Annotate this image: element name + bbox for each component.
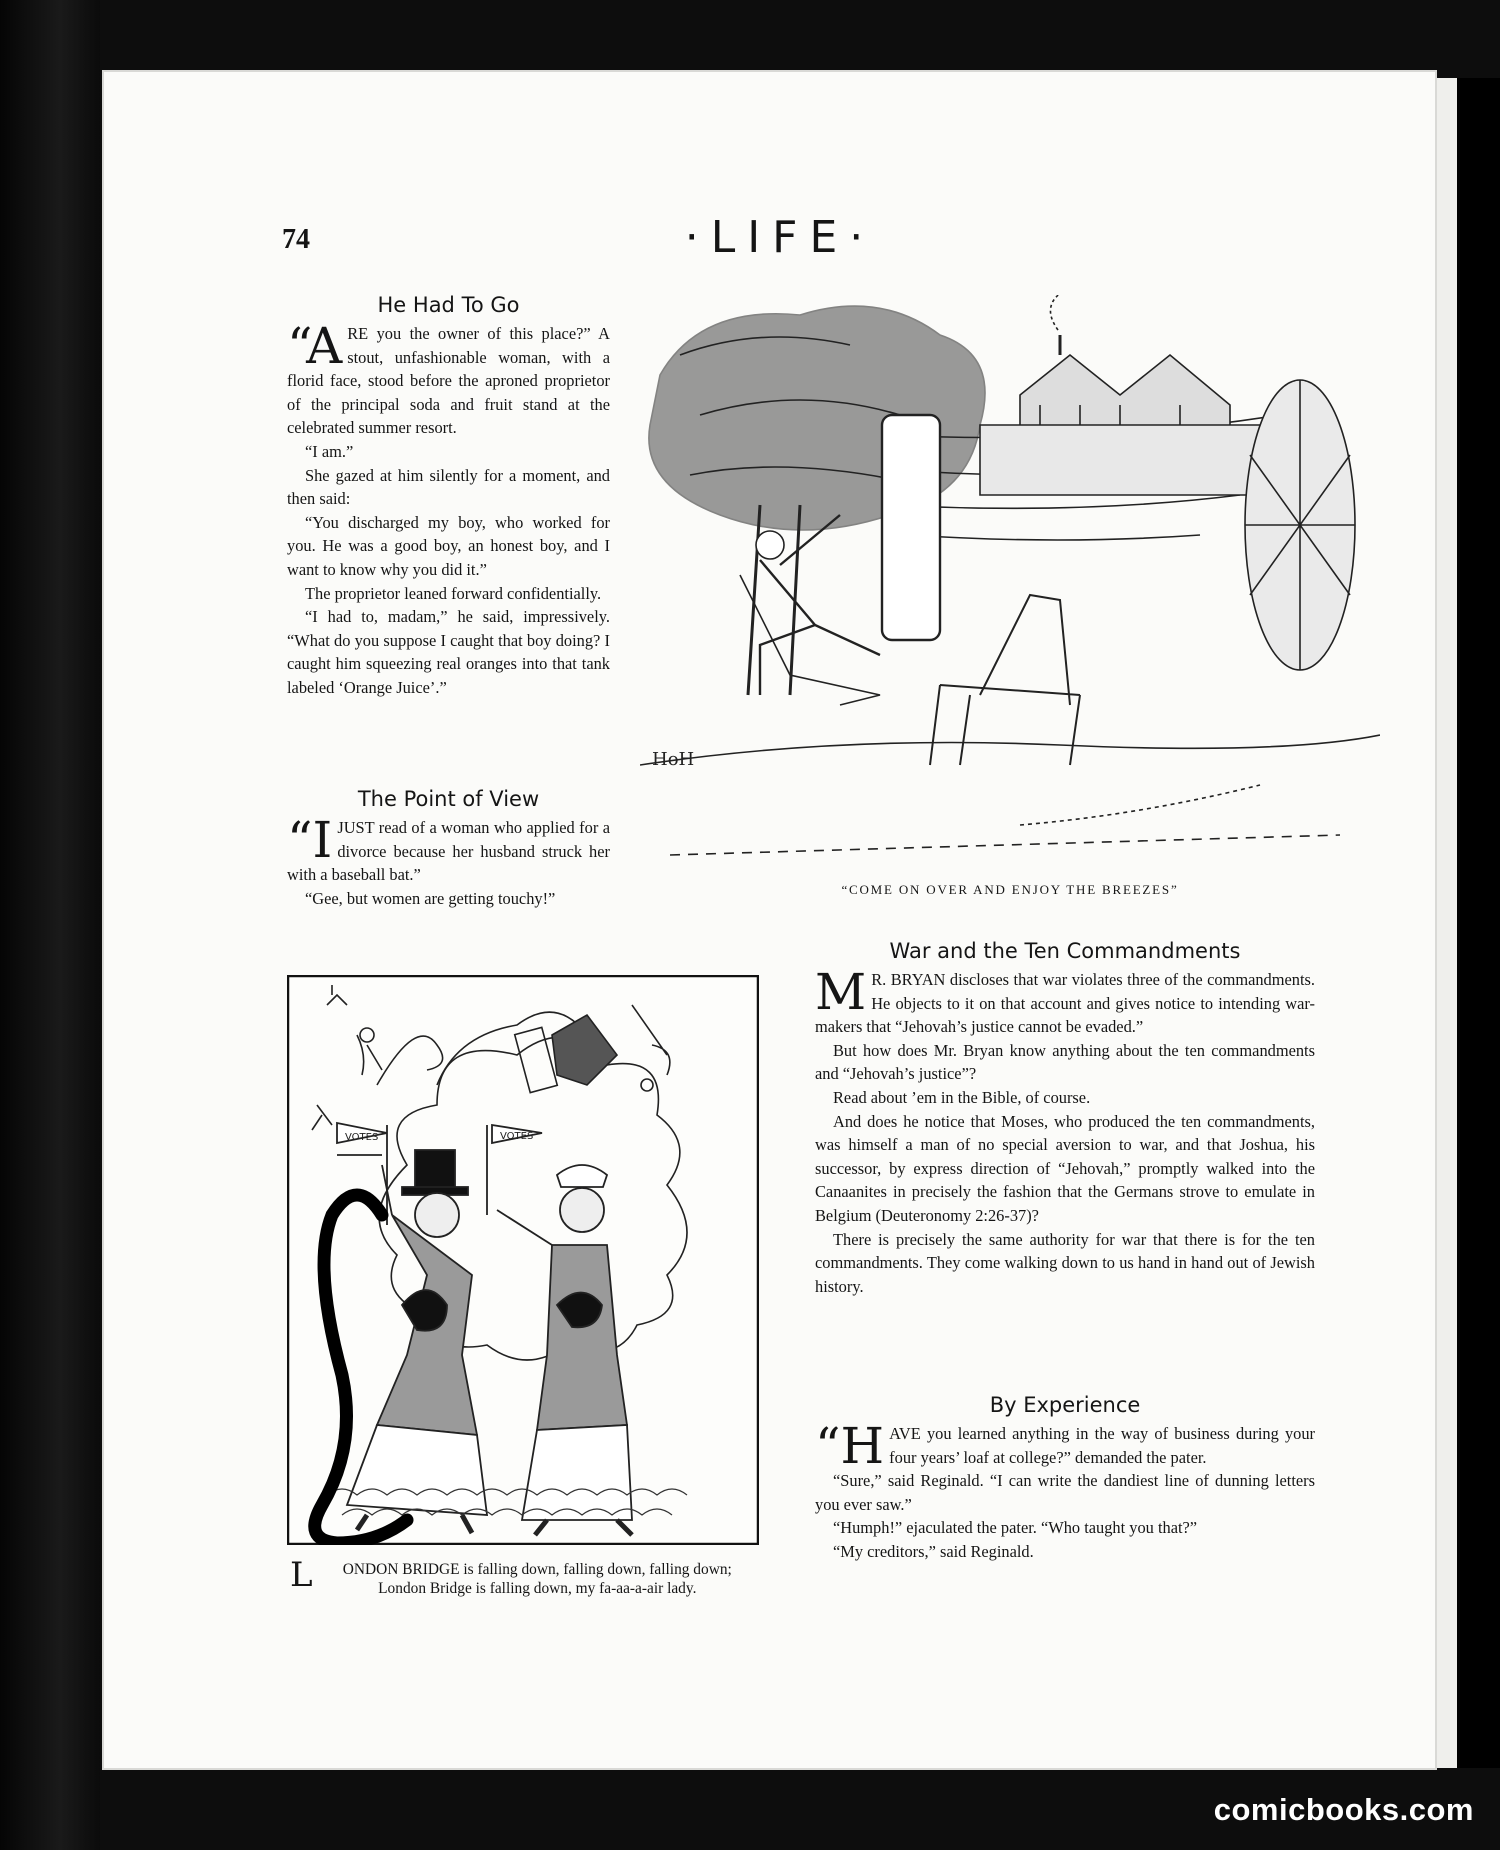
scan-border-left — [0, 0, 100, 1850]
breeze-cartoon-caption: “COME ON OVER AND ENJOY THE BREEZES” — [841, 882, 1179, 897]
london-bridge-cartoon — [287, 975, 759, 1545]
drop-cap: “H — [815, 1417, 885, 1475]
article-he-had-to-go — [287, 290, 610, 700]
article-paragraph: M R. BRYAN discloses that war violates three of the commandments. He objects to it on that account and gives notice to intending war-makers that “Jehovah’s justice cannot be evaded.” — [815, 963, 1315, 1037]
article-paragraph: But how does Mr. Bryan know anything about the ten commandments and “Jehovah’s justice”? — [815, 1040, 1315, 1084]
article-by-experience — [815, 1390, 1315, 1564]
article-paragraph: “I had to, madam,” he said, impressively. “What do you suppose I caught that boy doing? I caught him squeezing real oranges into that tank labeled ‘Orange Juice’.” — [287, 607, 610, 697]
pennant-left-label: VOTES — [345, 1132, 379, 1143]
article-paragraph: “IJUST read of a woman who applied for a divorce because her husband struck her with a baseball bat.” — [287, 811, 610, 885]
drop-cap: “A — [287, 317, 343, 375]
article-paragraph: “I am.” — [305, 441, 354, 461]
article-paragraph: The proprietor leaned forward confidentially. — [305, 583, 602, 603]
site-watermark: comicbooks.com — [1213, 1792, 1474, 1827]
article-war-ten-commandments — [815, 936, 1315, 1298]
article-paragraph: “You discharged my boy, who worked for you. He was a good boy, an honest boy, and I want to know why you did it.” — [287, 512, 610, 579]
article-paragraph: And does he notice that Moses, who produced the ten commandments, was himself a man of no special aversion to war, and that Joshua, his successor, by express direction of “Jehovah,” promptly walked into the Canaanites in precisely the fashion that the Germans strove to emulate in Belgium (Deuteronomy 2:26-37)? — [815, 1111, 1315, 1225]
caption-initial: L — [290, 1555, 313, 1595]
page-number: 74 — [282, 224, 310, 255]
article-title: The Point of View — [357, 787, 540, 811]
article-point-of-view — [287, 784, 610, 910]
breeze-illustration — [640, 295, 1380, 870]
article-paragraph: “HAVE you learned anything in the way of business during your four years’ loaf at college?” demanded the pater. — [815, 1417, 1315, 1475]
article-paragraph: Read about ’em in the Bible, of course. — [833, 1087, 1091, 1107]
london-bridge-illustration — [287, 975, 759, 1545]
london-bridge-caption — [290, 1555, 760, 1598]
page-fold-strip — [1437, 78, 1457, 1768]
article-paragraph: “My creditors,” said Reginald. — [833, 1541, 1034, 1561]
article-paragraph: “Gee, but women are getting touchy!” — [305, 888, 556, 908]
article-paragraph: “Sure,” said Reginald. “I can write the dandiest line of dunning letters you ever saw.” — [815, 1471, 1315, 1514]
drop-cap: “I — [287, 811, 333, 869]
masthead: ·LIFE· — [684, 212, 876, 263]
article-paragraph: “Humph!” ejaculated the pater. “Who taught you that?” — [833, 1518, 1198, 1538]
artist-signature: HoH — [652, 749, 695, 770]
article-paragraph: She gazed at him silently for a moment, and then said: — [287, 465, 610, 509]
article-title: He Had To Go — [377, 293, 520, 317]
breeze-cartoon — [640, 295, 1380, 870]
article-paragraph: “ARE you the owner of this place?” A stout, unfashionable woman, with a florid face, stood before the aproned proprietor of the principal soda and fruit stand at the celebrated summer resort. — [287, 317, 610, 438]
caption-line: ONDON BRIDGE is falling down, falling down, falling down; — [342, 1561, 732, 1578]
article-paragraph: There is precisely the same authority for war that there is for the ten commandments. They come walking down to us hand in hand out of Jewish history. — [815, 1229, 1315, 1296]
scan-border-right — [1457, 78, 1500, 1768]
article-title: War and the Ten Commandments — [889, 939, 1241, 963]
article-title: By Experience — [989, 1393, 1141, 1417]
caption-line: London Bridge is falling down, my fa-aa-a-air lady. — [378, 1580, 697, 1597]
pennant-right-label: VOTES — [500, 1131, 534, 1142]
drop-cap: M — [815, 963, 867, 1021]
